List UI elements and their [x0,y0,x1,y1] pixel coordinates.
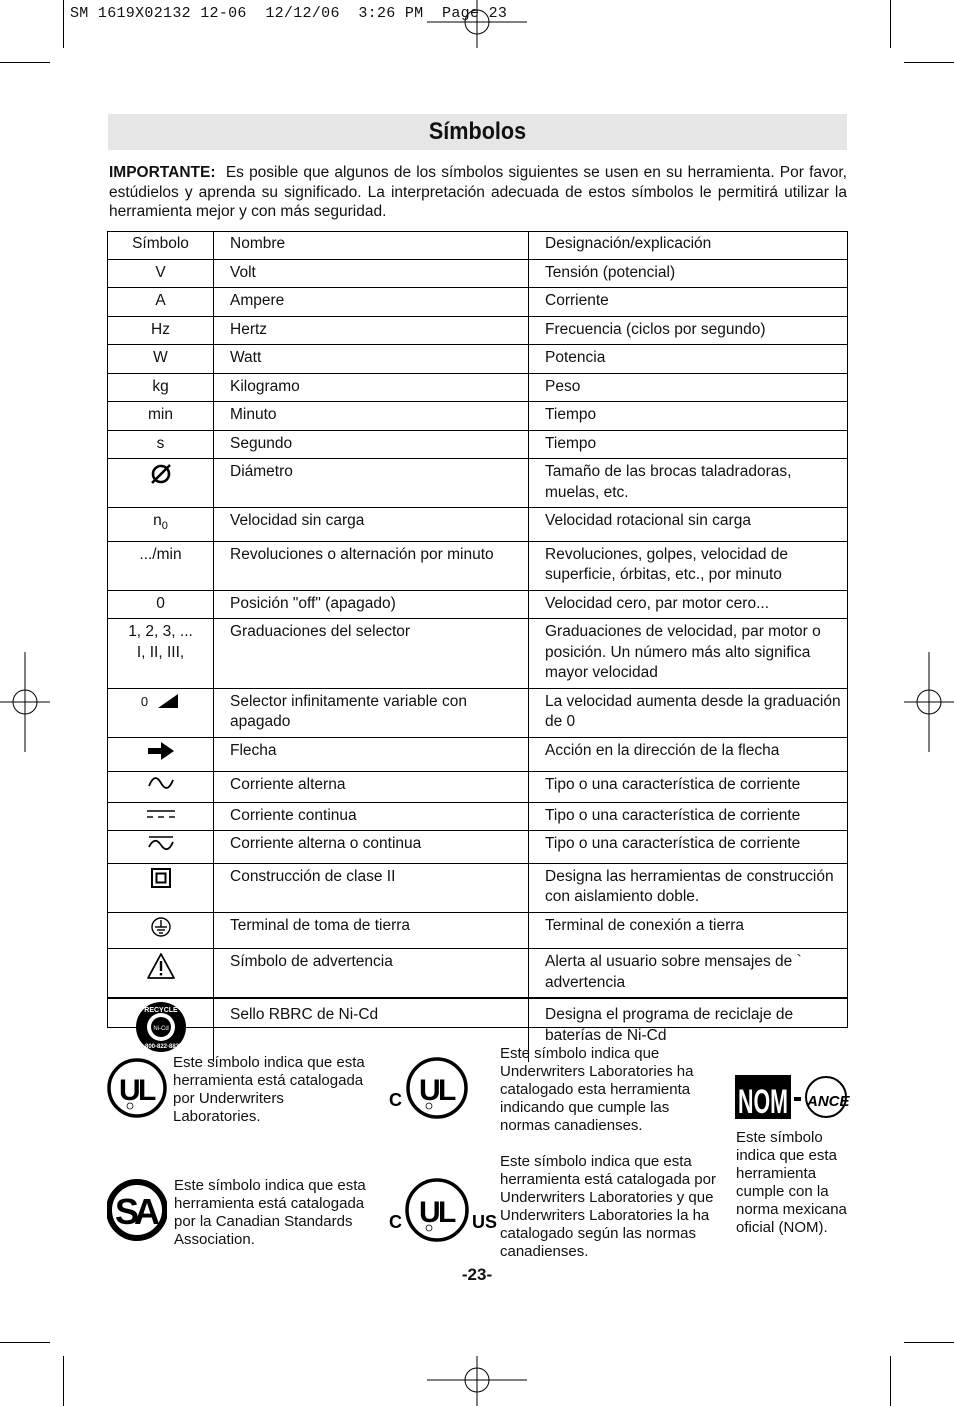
table-row [108,259,848,288]
symbol-text: min [148,406,173,423]
symbol-cell [108,402,214,431]
symbol-text: Hz [151,320,170,338]
desc-cell: Potencia [529,345,849,374]
symbol-text: .../min [139,545,182,563]
name-cell: Selector infinitamente variable con apagado [214,688,529,737]
symbol-cell [108,508,214,542]
name-cell: Hertz [214,316,529,345]
crop-mark [63,1356,64,1406]
ac-dc-current-icon [147,834,175,859]
symbol-text: 0 [156,594,165,612]
crop-mark [0,62,50,63]
rbrc-recycle-seal-icon [135,1001,187,1060]
symbol-cell [108,949,214,999]
table-row [108,541,848,590]
csa-icon [107,1178,167,1242]
table-row [108,737,848,772]
desc-cell: Frecuencia (ciclos por segundo) [529,316,849,345]
cul-listed-icon [389,1056,469,1120]
name-cell: Volt [214,259,529,288]
svg-text:L: L [438,1074,457,1107]
symbol-cell [108,619,214,689]
registration-mark-left [0,652,50,752]
symbol-cell [108,373,214,402]
table-row [108,316,848,345]
desc-cell: Velocidad cero, par motor cero... [529,590,849,619]
svg-text:NOM: NOM [738,1083,788,1121]
diameter-icon [149,462,173,493]
svg-text:RECYCLE: RECYCLE [143,1007,178,1015]
ul-caption: Este símbolo indica que esta herramienta está catalogada por Underwriters Laboratories. [173,1054,365,1125]
name-cell: Velocidad sin carga [214,508,529,542]
desc-cell: Terminal de conexión a tierra [529,912,849,949]
name-cell: Corriente continua [214,802,529,831]
crop-mark [904,62,954,63]
svg-text:1-800-822-8837: 1-800-822-8837 [139,1044,182,1051]
symbol-cell [108,430,214,459]
svg-text:U: U [419,1196,441,1229]
svg-text:U: U [119,1074,141,1107]
symbol-cell [108,831,214,864]
symbol-cell [108,688,214,737]
crop-mark [0,1342,50,1343]
symbol-text: n [153,512,162,529]
page-number: -23- [461,1265,493,1284]
registration-mark-bottom [427,1356,527,1406]
alternating-current-icon [147,775,175,798]
name-cell: Flecha [214,737,529,772]
table-row [108,688,848,737]
table-header-row [108,231,848,259]
symbol-subscript: 0 [161,520,168,533]
desc-cell: Revoluciones, golpes, velocidad de superficie, órbitas, etc., por minuto [529,541,849,590]
name-cell: Ampere [214,288,529,317]
name-cell: Kilogramo [214,373,529,402]
svg-text:ANCE: ANCE [807,1093,850,1110]
symbol-cell [108,912,214,949]
name-cell: Minuto [214,402,529,431]
nom-ance-icon [735,1073,850,1123]
desc-cell: Designa las herramientas de construcción con aislamiento doble. [529,863,849,912]
warning-triangle-icon [146,952,176,987]
svg-text:US: US [472,1212,498,1232]
name-cell: Construcción de clase II [214,863,529,912]
cul-caption: Este símbolo indica que Underwriters Laboratories ha catalogado esta herramienta indicando que cumple las normas canadienses. [500,1045,694,1134]
symbol-cell [108,863,214,912]
table-row [108,802,848,831]
symbol-text: s [156,434,165,452]
desc-cell: Corriente [529,288,849,317]
symbol-text-2: I, II, III, [136,643,185,661]
header-symbol: Símbolo [108,231,214,259]
name-cell: Diámetro [214,459,529,508]
table-row [108,772,848,803]
symbol-cell [108,541,214,590]
direct-current-icon [146,806,176,827]
symbol-text: W [153,349,168,366]
table-row [108,590,848,619]
earth-ground-icon [150,916,172,945]
table-row [108,373,848,402]
header-desc: Designación/explicación [529,231,849,259]
desc-cell: Acción en la dirección de la flecha [529,737,849,772]
intro-label: IMPORTANTE: [109,164,216,181]
symbol-text: A [155,292,166,309]
desc-cell: Peso [529,373,849,402]
table-row [108,831,848,864]
symbol-text: kg [152,377,169,395]
culus-listed-icon [389,1176,499,1244]
table-row [108,402,848,431]
name-cell: Corriente alterna [214,772,529,803]
table-row [108,912,848,949]
name-cell: Corriente alterna o continua [214,831,529,864]
svg-text:C: C [389,1090,402,1110]
desc-cell: Graduaciones de velocidad, par motor o posición. Un número más alto significa mayor velocidad [529,619,849,689]
symbol-cell [108,259,214,288]
desc-cell: Tipo o una característica de corriente [529,802,849,831]
svg-text:L: L [138,1074,157,1107]
intro-text: Es posible que algunos de los símbolos siguientes se usen en su herramienta. Por favor, estúdielos y aprenda su significado. La interpretación adecuada de estos símbolos le permitirá utilizar la herramienta mejor y con más seguridad. [109,164,847,220]
svg-text:S: S [115,1191,140,1232]
symbol-cell [108,802,214,831]
desc-cell: La velocidad aumenta desde la graduación de 0 [529,688,849,737]
csa-caption: Este símbolo indica que esta herramienta está catalogada por la Canadian Standards Association. [174,1177,366,1248]
class-ii-construction-icon [150,867,172,896]
crop-mark [890,0,891,48]
crop-mark [63,0,64,48]
symbol-text: 1, 2, 3, ... [128,623,193,641]
culus-caption: Este símbolo indica que esta herramienta está catalogada por Underwriters Laboratories y que Underwriters Laboratories la ha catalogado según las normas canadienses. [500,1153,716,1260]
name-cell: Terminal de toma de tierra [214,912,529,949]
arrow-icon [147,741,175,768]
registration-mark-right [904,652,954,752]
desc-cell: Designa el programa de reciclaje de baterías de Ni-Cd [545,1006,794,1044]
table-row [108,345,848,374]
svg-text:A: A [134,1191,160,1232]
intro-paragraph [109,163,847,222]
symbol-cell [108,316,214,345]
icon-label: 0 [140,693,149,709]
name-cell: Revoluciones o alternación por minuto [214,541,529,590]
nom-caption: Este símbolo indica que esta herramienta cumple con la norma mexicana oficial (NOM). [736,1129,847,1236]
title-bar [108,114,847,150]
crop-mark [890,1356,891,1406]
crop-mark [904,1342,954,1343]
table-row [108,949,848,999]
table-row [108,288,848,317]
symbol-cell [108,772,214,803]
table-row [108,619,848,689]
name-cell: Graduaciones del selector [214,619,529,689]
desc-cell: Tipo o una característica de corriente [529,831,849,864]
desc-cell: Velocidad rotacional sin carga [529,508,849,542]
svg-text:Ni-Cd: Ni-Cd [152,1026,169,1033]
svg-text:U: U [419,1074,441,1107]
desc-cell: Tipo o una característica de corriente [529,772,849,803]
symbol-text: V [155,263,166,281]
table-row [108,508,848,542]
name-cell: Segundo [214,430,529,459]
table-row [108,459,848,508]
symbol-cell [108,288,214,317]
variable-selector-icon [141,692,180,717]
svg-text:L: L [438,1196,457,1229]
ul-listed-icon [107,1058,167,1118]
name-cell: Sello RBRC de Ni-Cd [214,998,529,1062]
desc-cell: Tamaño de las brocas taladradoras, muelas, etc. [529,459,849,508]
desc-cell: Alerta al usuario sobre mensajes de ` advertencia [529,949,849,999]
desc-cell: Tiempo [529,430,849,459]
table-row [108,430,848,459]
svg-text:C: C [389,1212,402,1232]
print-slug: SM 1619X02132 12-06 12/12/06 3:26 PM Page 23 [70,5,508,22]
desc-cell: Tiempo [529,402,849,431]
symbol-cell [108,590,214,619]
symbol-cell [108,345,214,374]
desc-cell: Tensión (potencial) [529,259,849,288]
symbols-table [108,231,848,1062]
name-cell: Posición "off" (apagado) [214,590,529,619]
table-row [108,863,848,912]
symbol-cell [108,459,214,508]
header-name: Nombre [214,231,529,259]
name-cell: Símbolo de advertencia [214,949,529,999]
page-title: Símbolos [428,118,527,145]
name-cell: Watt [214,345,529,374]
symbol-cell [108,737,214,772]
symbol-cell [108,998,214,1062]
table-row [108,998,848,1062]
